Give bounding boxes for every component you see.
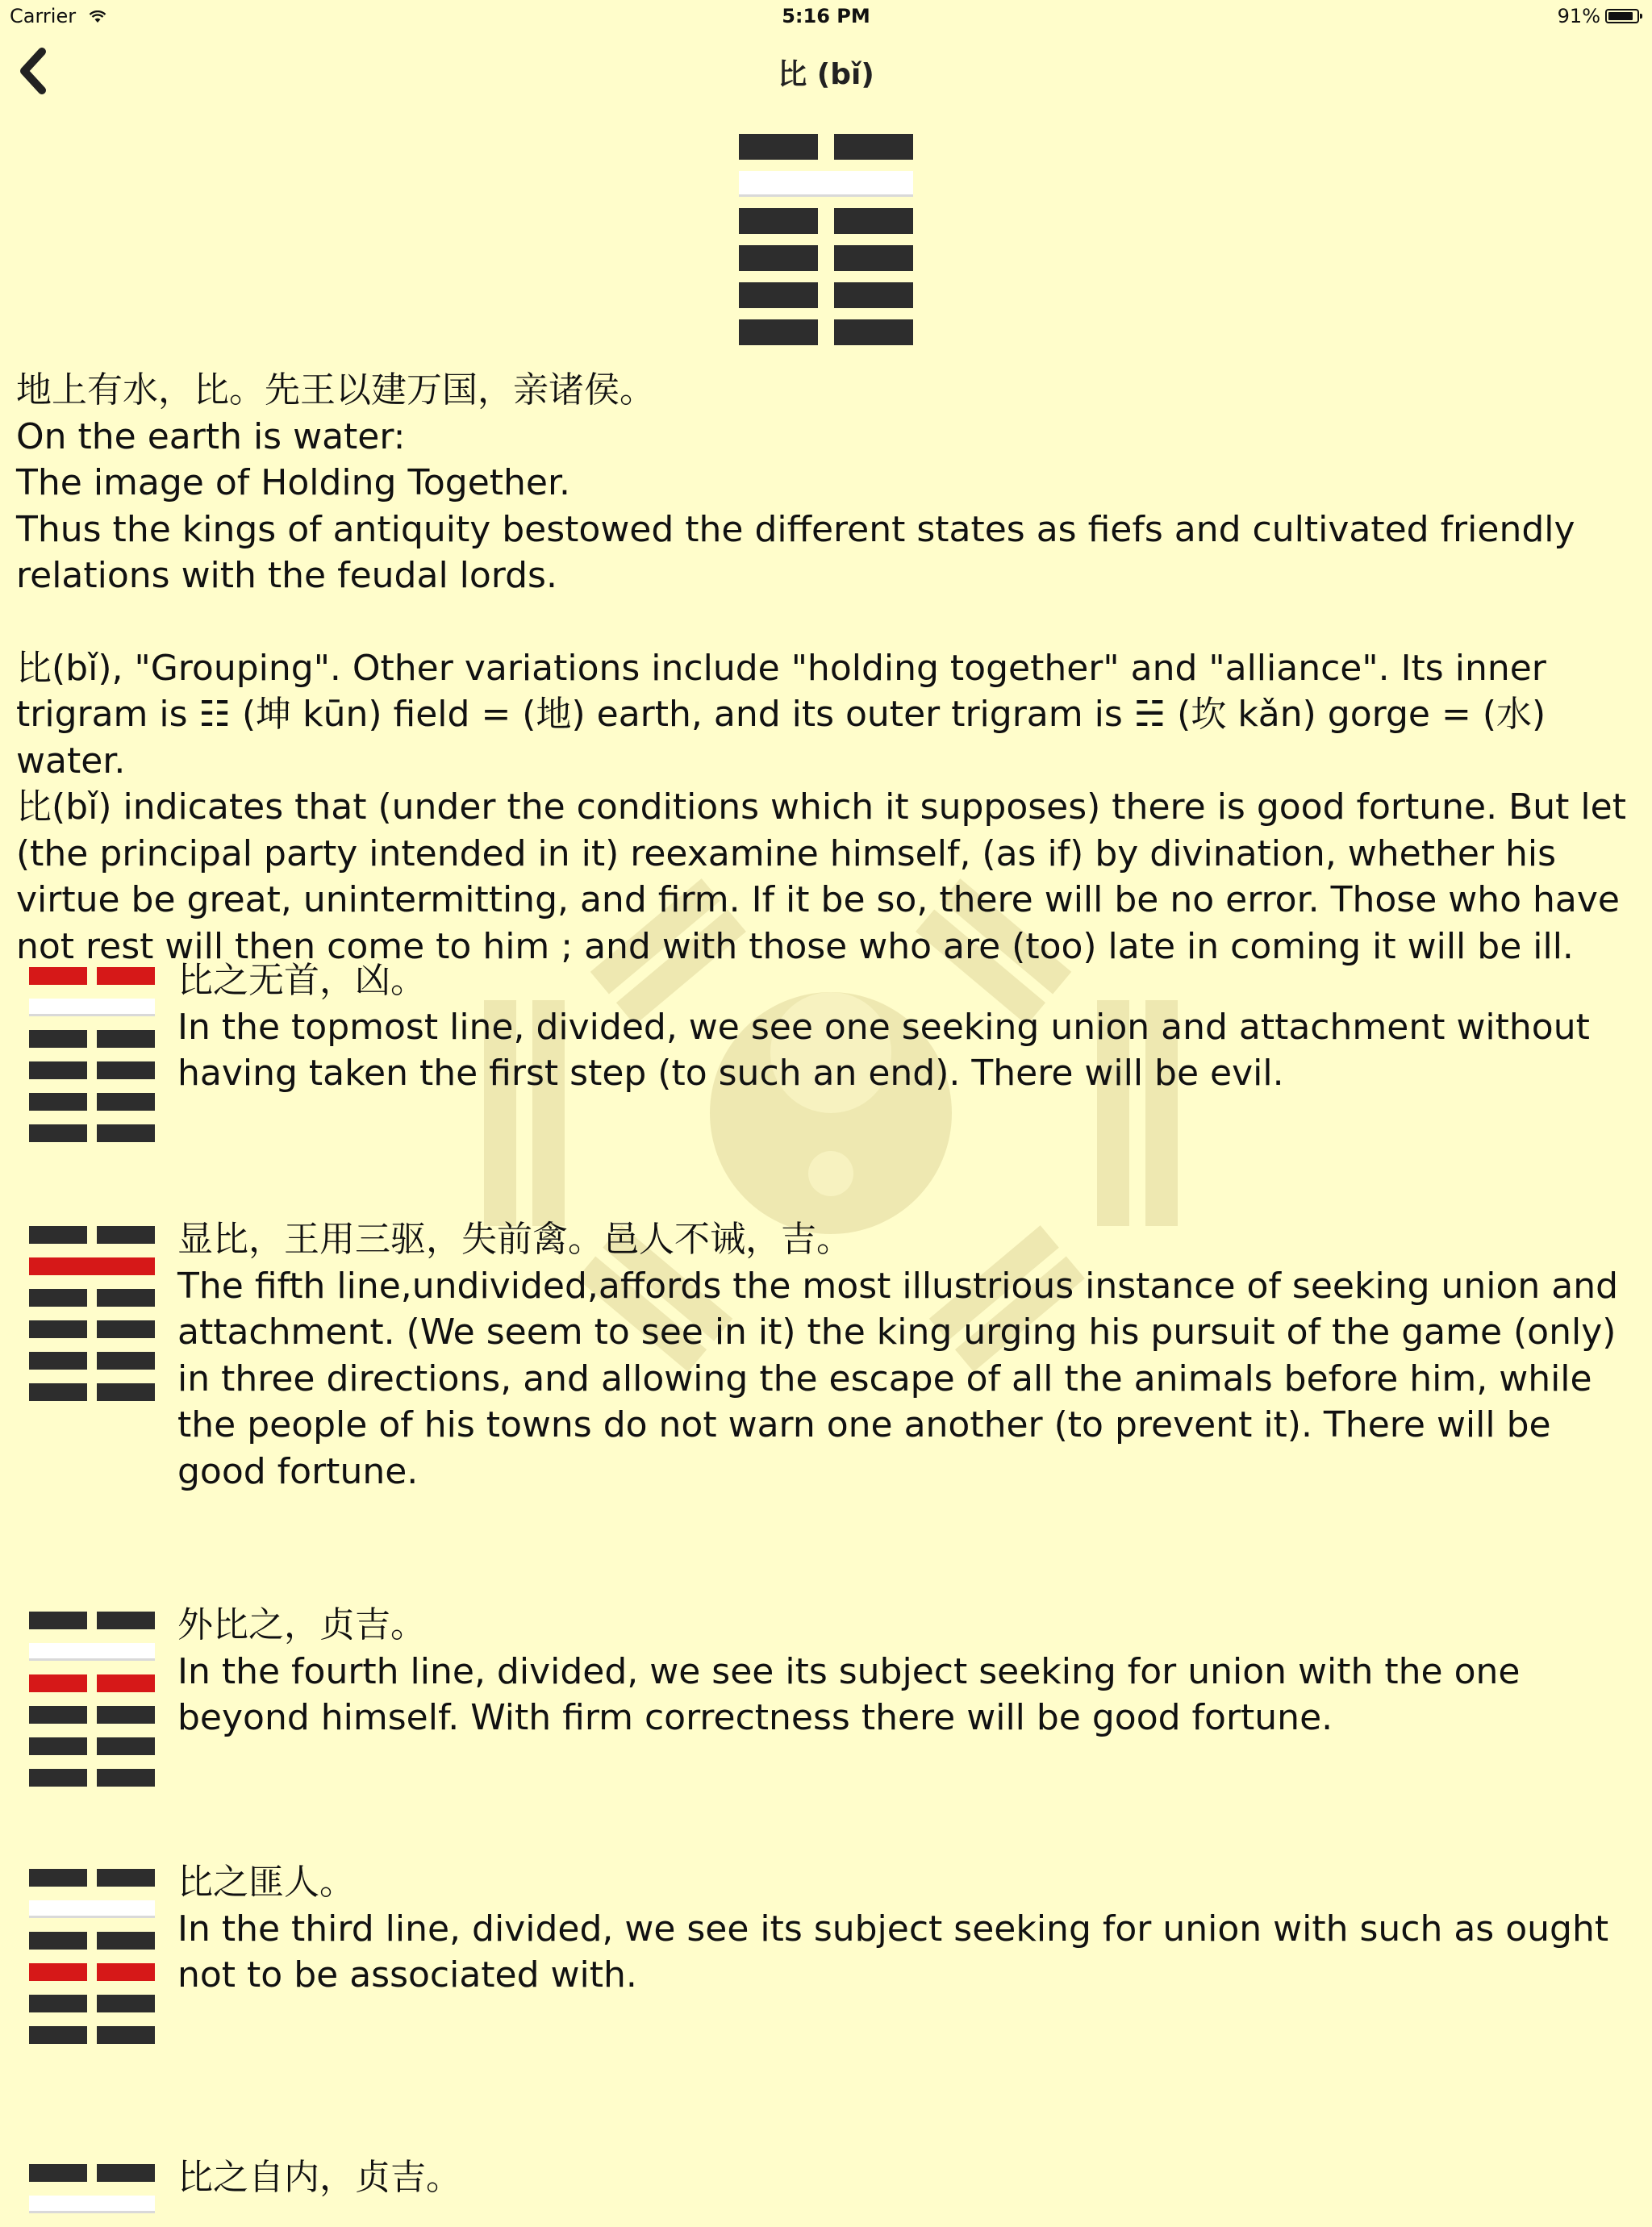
hexagram-figure <box>739 134 913 357</box>
page-title: 比 (bǐ) <box>778 58 874 91</box>
hexagram-line <box>739 282 913 308</box>
image-english-line: Thus the kings of antiquity bestowed the different states as fiefs and cultivated friendly relations with the feudal lords. <box>16 508 1575 596</box>
hexagram-line <box>739 171 913 197</box>
line-english: In the topmost line, divided, we see one seeking union and attachment without having taken the first step (to such an end). There will be evil. <box>177 1006 1590 1094</box>
judgement-text: 比(bǐ) indicates that (under the conditions which it supposes) there is good fortune. But let (the principal party intended in it) reexamine himself, (as if) by divination, whether his virtue be great, unintermitting, and firm. If it be so, there will be no error. Those who have not rest will then come to him ; and with those who are (too) late in coming it will be ill. <box>16 786 1626 967</box>
line-text <box>177 1216 1629 1495</box>
hexagram-description <box>16 367 1637 970</box>
line-hexagram-icon <box>29 2164 155 2227</box>
image-english-line: On the earth is water: <box>16 415 406 457</box>
line-chinese: 显比，王用三驱，失前禽。邑人不诫，吉。 <box>177 1219 852 1260</box>
carrier-text: Carrier <box>10 5 77 27</box>
line-chinese: 比之自内，贞吉。 <box>177 2157 461 2198</box>
line-hexagram-icon <box>29 1869 155 2058</box>
status-bar <box>0 0 1652 32</box>
line-hexagram-icon <box>29 1612 155 1800</box>
line-english: In the fourth line, divided, we see its subject seeking for union with the one beyond himself. With firm correctness there will be good fortune. <box>177 1650 1521 1738</box>
battery-percent: 91% <box>1557 5 1600 27</box>
line-chinese: 比之无首，凶。 <box>177 960 426 1001</box>
hexagram-line <box>739 208 913 234</box>
hexagram-line <box>739 134 913 160</box>
battery-status <box>1558 5 1639 27</box>
hexagram-line <box>739 245 913 271</box>
clock: 5:16 PM <box>782 5 870 27</box>
line-english: In the third line, divided, we see its subject seeking for union with such as ought not to be associated with. <box>177 1908 1609 1996</box>
line-text <box>177 2154 1629 2201</box>
line-hexagram-icon <box>29 967 155 1156</box>
hexagram-line <box>739 319 913 345</box>
image-english-line: The image of Holding Together. <box>16 462 571 503</box>
line-text <box>177 957 1629 1097</box>
judgement-intro: 比(bǐ), "Grouping". Other variations include "holding together" and "alliance". Its inner trigram is ☷ (坤 kūn) field = (地) earth, and its outer trigram is ☵ (坎 kǎn) gorge = (水) water. <box>16 647 1546 782</box>
line-chinese: 比之匪人。 <box>177 1862 355 1903</box>
navigation-bar <box>0 35 1652 106</box>
line-hexagram-icon <box>29 1226 155 1415</box>
image-chinese: 地上有水，比。先王以建万国，亲诸侯。 <box>16 369 655 411</box>
battery-icon <box>1605 9 1639 23</box>
line-text <box>177 1859 1629 1999</box>
line-text <box>177 1602 1629 1741</box>
line-chinese: 外比之，贞吉。 <box>177 1604 426 1645</box>
line-english: The fifth line,undivided,affords the most illustrious instance of seeking union and attachment. (We seem to see in it) the king urging his pursuit of the game (only) in three directions, and allowing the escape of all the animals before him, while the people of his towns do not warn one another (to prevent it). There will be good fortune. <box>177 1265 1619 1492</box>
